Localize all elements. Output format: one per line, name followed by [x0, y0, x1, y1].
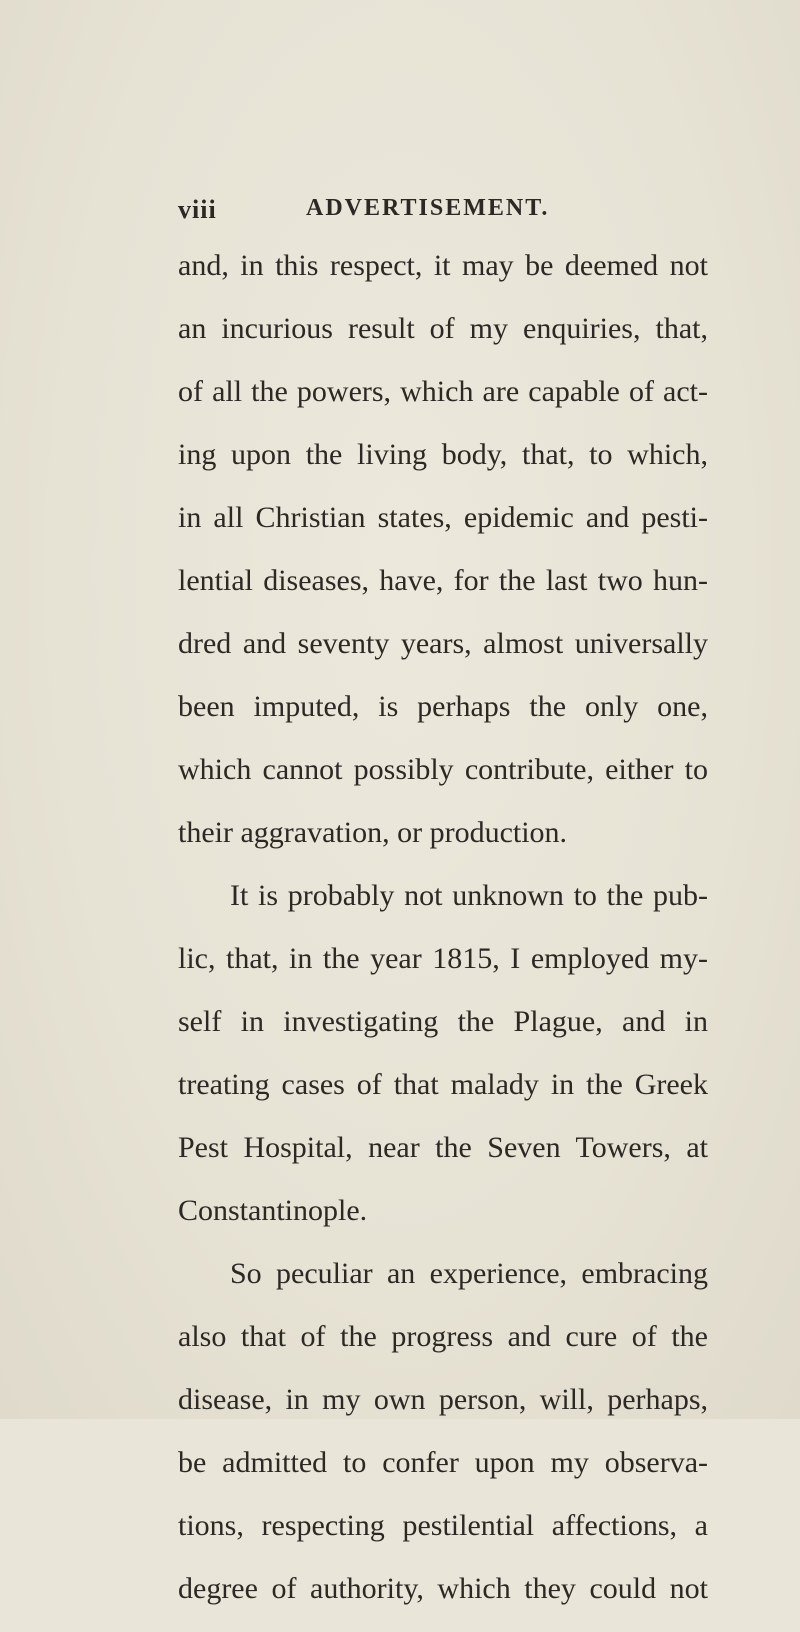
text-line: treating cases of that malady in the Greek	[178, 1068, 708, 1101]
body-text	[178, 246, 708, 1632]
text-line: which cannot possibly contribute, either to	[178, 753, 708, 786]
text-line: self in investigating the Plague, and in	[178, 1005, 708, 1038]
paragraph-end-line: Constantinople.	[178, 1194, 368, 1227]
text-line: be admitted to confer upon my observa-	[178, 1446, 708, 1479]
text-line: been imputed, is perhaps the only one,	[178, 690, 708, 723]
text-line: of all the powers, which are capable of act-	[178, 375, 708, 408]
text-line: Pest Hospital, near the Seven Towers, at	[178, 1131, 708, 1164]
text-line: degree of authority, which they could not	[178, 1572, 708, 1605]
text-line: disease, in my own person, will, perhaps,	[178, 1383, 708, 1416]
text-line: ing upon the living body, that, to which,	[178, 438, 708, 471]
text-line: and, in this respect, it may be deemed not	[178, 249, 708, 282]
text-line: dred and seventy years, almost universally	[178, 627, 708, 660]
text-line: an incurious result of my enquiries, that,	[178, 312, 708, 345]
paragraph-start-line: It is probably not unknown to the pub-	[230, 879, 708, 912]
page-number: viii	[178, 195, 217, 224]
running-head	[178, 195, 738, 235]
paragraph-start-line: So peculiar an experience, embracing	[230, 1257, 708, 1290]
text-line: lic, that, in the year 1815, I employed my-	[178, 942, 708, 975]
text-line: tions, respecting pestilential affections, a	[178, 1509, 708, 1542]
text-line: also that of the progress and cure of the	[178, 1320, 708, 1353]
running-title: ADVERTISEMENT.	[306, 195, 550, 221]
text-line: lential diseases, have, for the last two hun-	[178, 564, 708, 597]
text-line: in all Christian states, epidemic and pesti-	[178, 501, 708, 534]
paragraph-end-line: their aggravation, or production.	[178, 816, 568, 849]
